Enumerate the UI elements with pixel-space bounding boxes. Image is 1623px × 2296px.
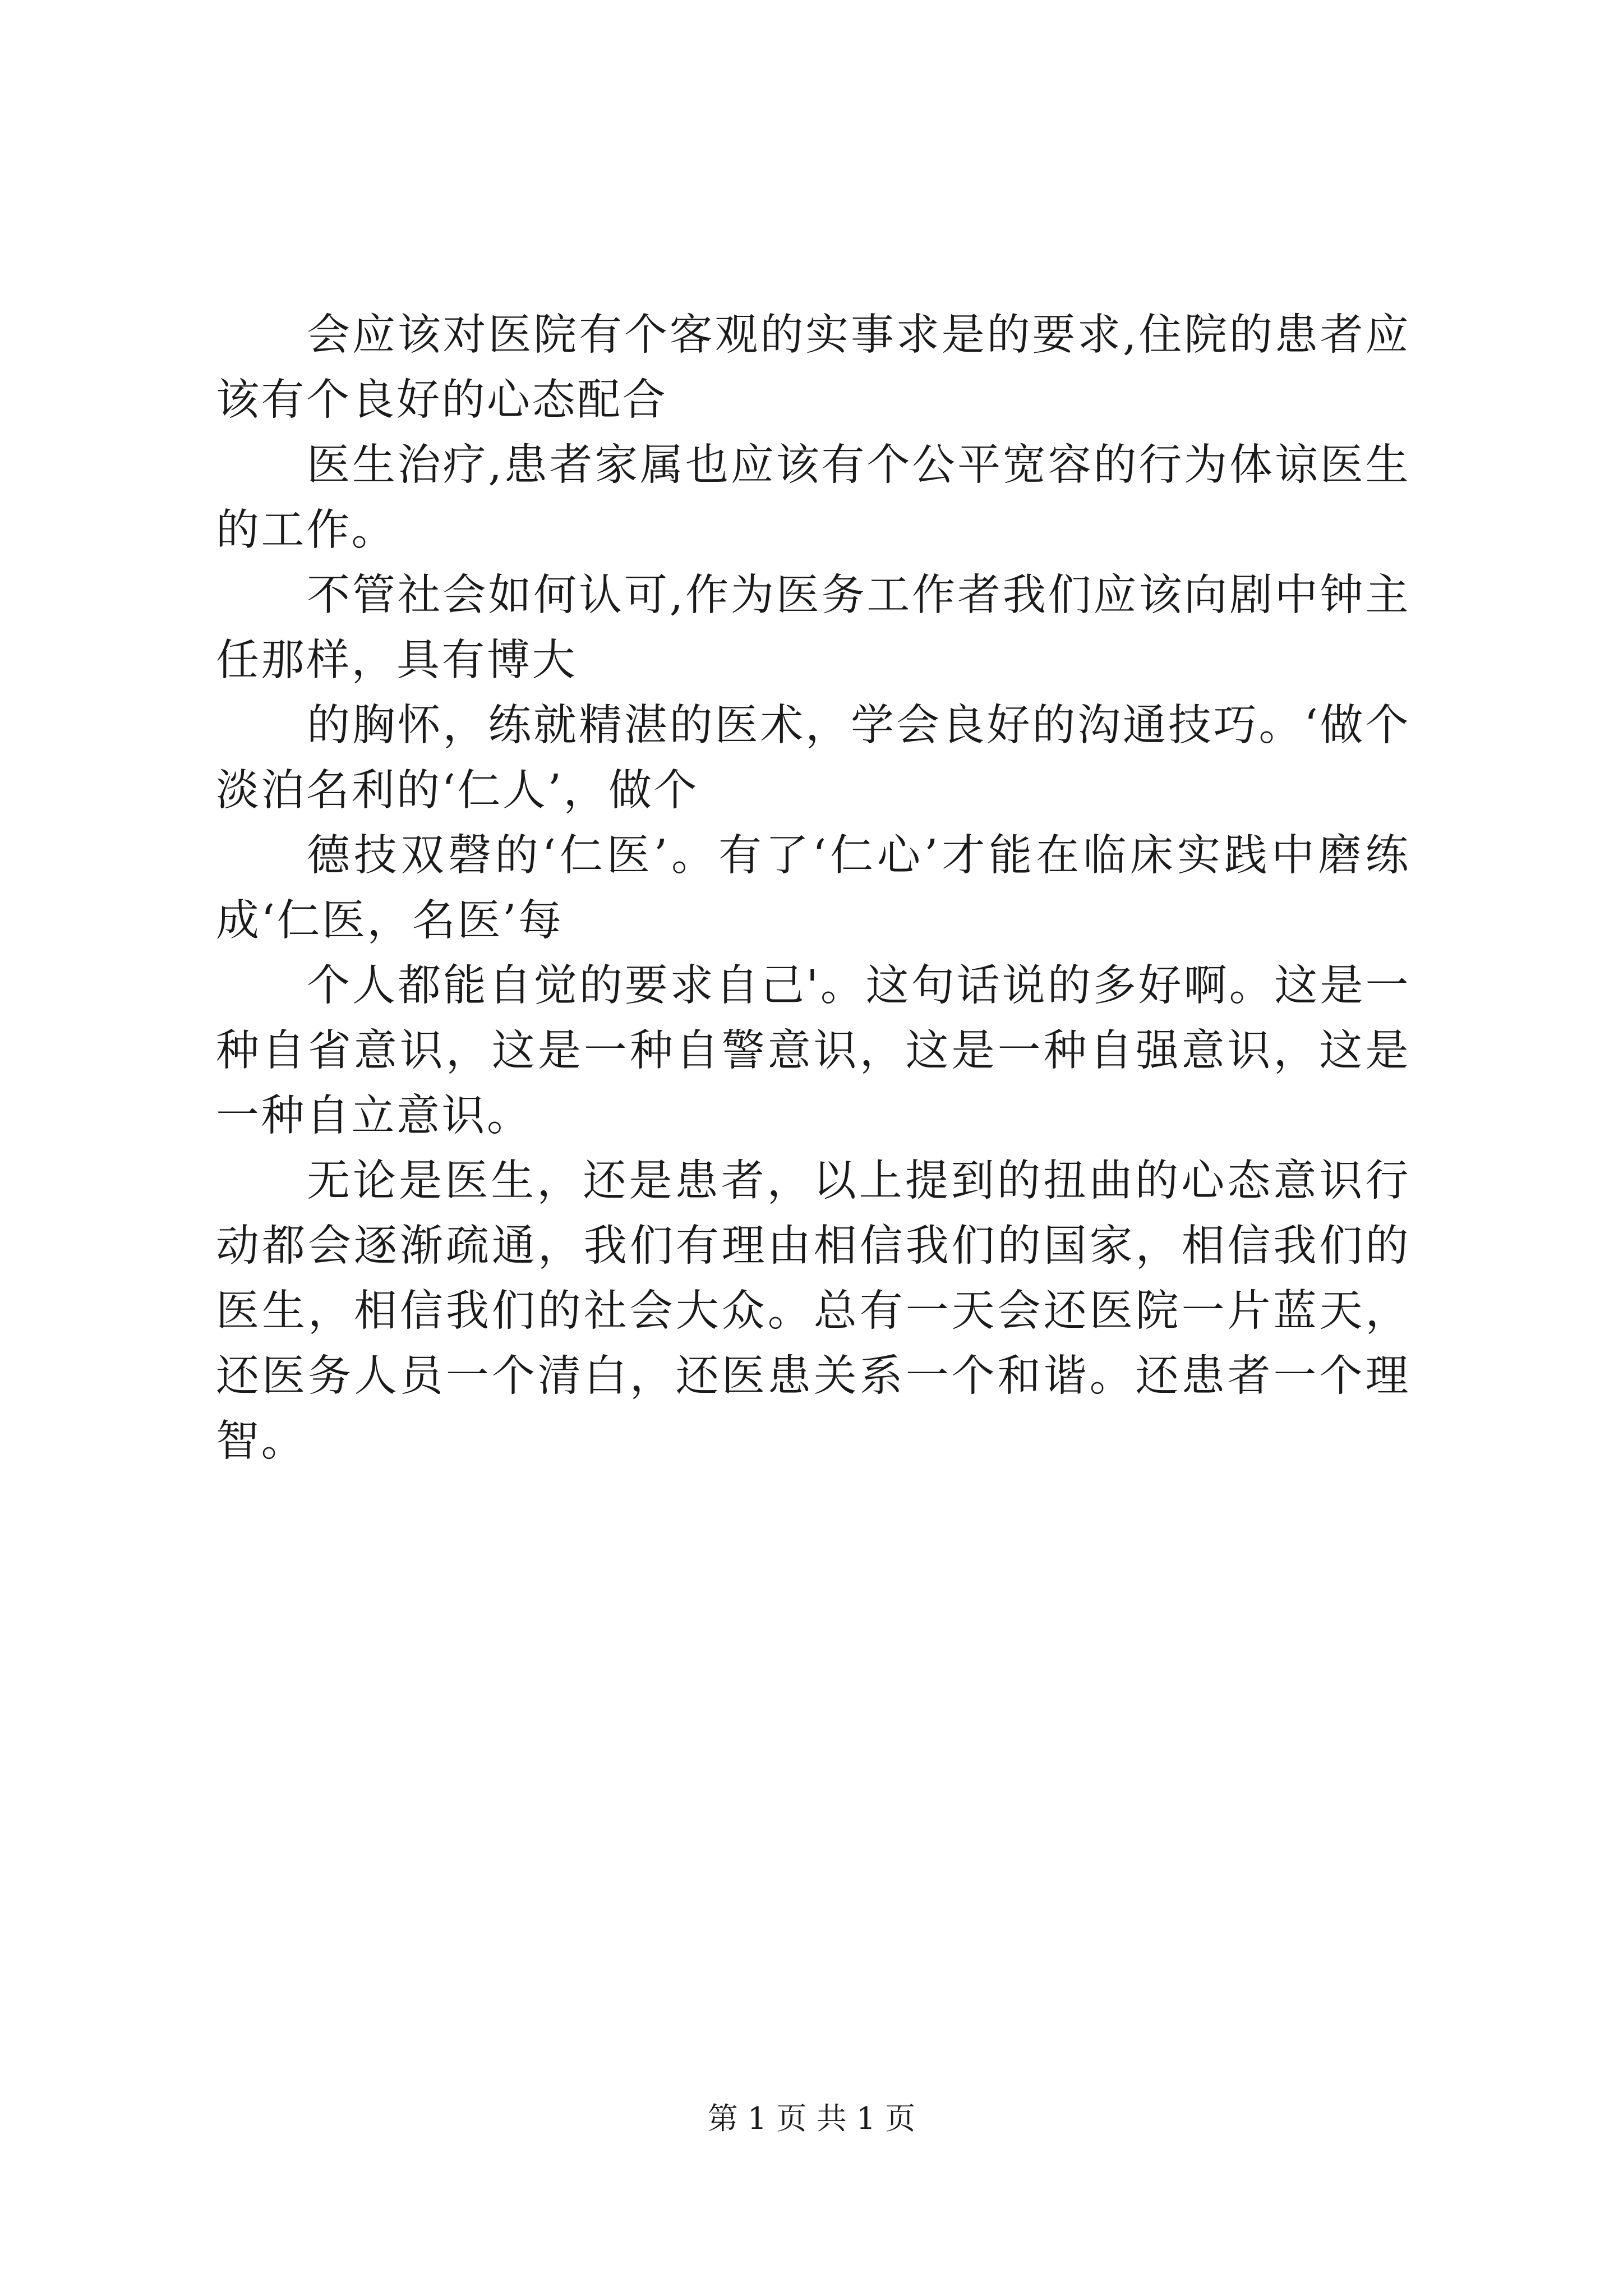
paragraph-1: 会应该对医院有个客观的实事求是的要求,住院的患者应该有个良好的心态配合 bbox=[216, 310, 1410, 425]
paragraph-3: 不管社会如何认可,作为医务工作者我们应该向剧中钟主任那样，具有博大 bbox=[216, 570, 1410, 685]
paragraph-5: 德技双磬的‘仁医’。有了‘仁心’才能在临床实践中磨练成‘仁医，名医’每 bbox=[216, 831, 1410, 946]
paragraph-2: 医生治疗,患者家属也应该有个公平宽容的行为体谅医生的工作。 bbox=[216, 440, 1410, 555]
paragraph-4: 的胸怀，练就精湛的医术，学会良好的沟通技巧。‘做个淡泊名利的‘仁人’，做个 bbox=[216, 701, 1410, 816]
document-body bbox=[216, 303, 1410, 1474]
paragraph-6: 个人都能自觉的要求自己'。这句话说的多好啊。这是一种自省意识，这是一种自警意识，这是一种自强意识，这是一种自立意识。 bbox=[216, 961, 1410, 1141]
page-number-footer: 第 1 页 共 1 页 bbox=[707, 2101, 916, 2136]
paragraph-7: 无论是医生，还是患者，以上提到的扭曲的心态意识行动都会逐渐疏通，我们有理由相信我们的国家，相信我们的医生，相信我们的社会大众。总有一天会还医院一片蓝天，还医务人员一个清白，还医患关系一个和谐。还患者一个理智。 bbox=[216, 1156, 1410, 1466]
